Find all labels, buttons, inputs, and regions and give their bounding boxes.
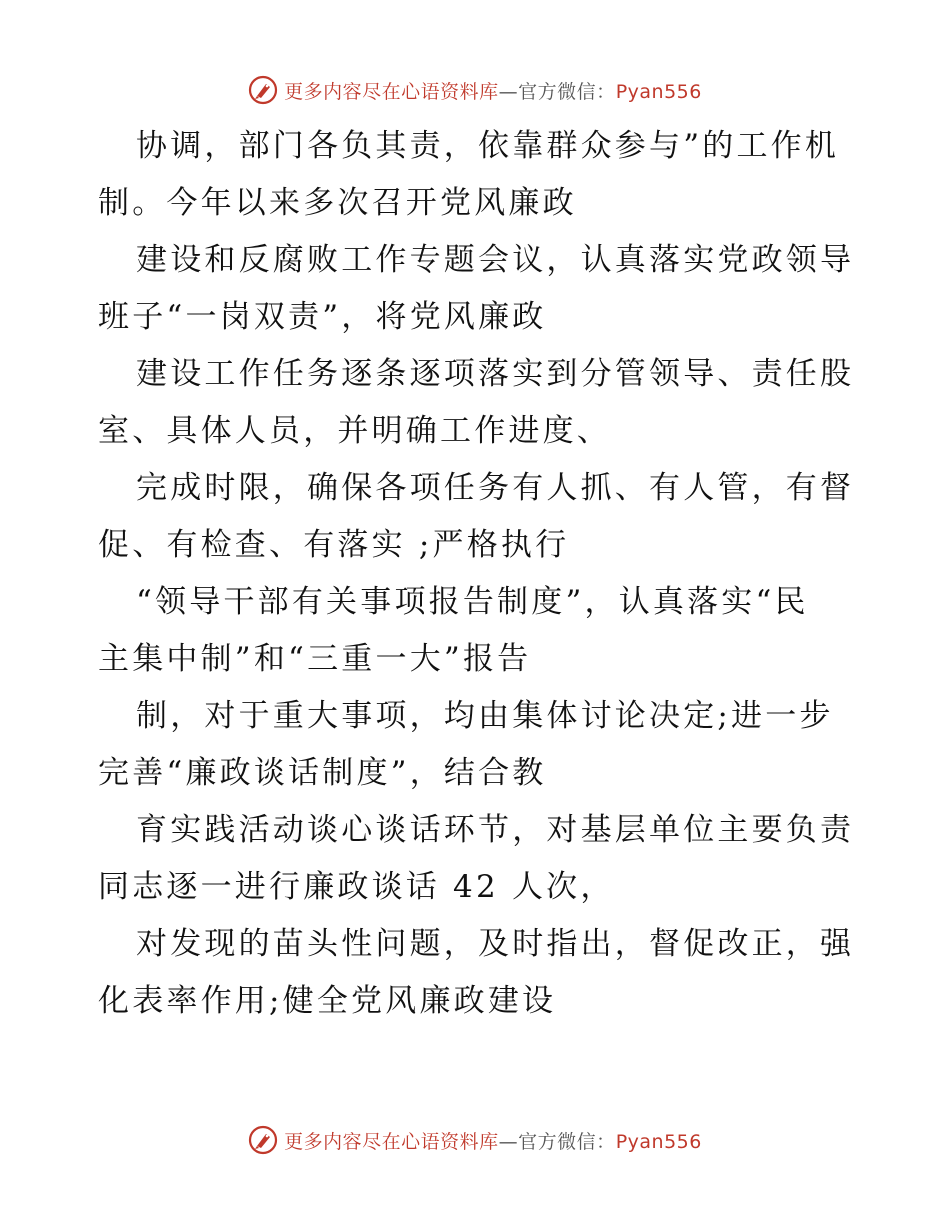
paragraph-line: 同志逐一进行廉政谈话 42 人次，	[98, 869, 615, 905]
paragraph-line: 主集中制”和“三重一大”报告	[98, 641, 532, 677]
watermark-separator: —	[498, 1130, 519, 1153]
watermark-wechat-label: 官方微信：	[518, 1130, 616, 1153]
header-watermark	[0, 72, 950, 108]
watermark-wechat-id: Pyan556	[615, 1130, 702, 1153]
paragraph-line: 协调，部门各负其责，依靠群众参与”的工作机	[136, 128, 840, 164]
paragraph-line: 促、有检查、有落实 ;严格执行	[98, 527, 570, 563]
paragraph	[98, 118, 858, 232]
paragraph-line: 制。今年以来多次召开党风廉政	[98, 185, 577, 221]
paragraph	[98, 574, 858, 688]
paragraph	[98, 688, 858, 802]
paragraph	[98, 916, 858, 1030]
paragraph	[98, 346, 858, 460]
paragraph-line: “领导干部有关事项报告制度”，认真落实“民	[136, 584, 809, 620]
paragraph-line: 建设工作任务逐条逐项落实到分管领导、责任股	[136, 356, 855, 392]
watermark-brand: 更多内容尽在心语资料库	[284, 80, 499, 103]
paragraph-line: 制，对于重大事项，均由集体讨论决定;进一步	[136, 698, 834, 734]
watermark-wechat-id: Pyan556	[615, 80, 702, 103]
paragraph-line: 班子“一岗双责”，将党风廉政	[98, 299, 547, 335]
paragraph-line: 育实践活动谈心谈话环节，对基层单位主要负责	[136, 812, 855, 848]
pen-nib-logo-icon	[248, 75, 278, 105]
paragraph-line: 完成时限，确保各项任务有人抓、有人管，有督	[136, 470, 855, 506]
footer-watermark	[0, 1122, 950, 1158]
paragraph	[98, 460, 858, 574]
watermark-separator: —	[498, 80, 519, 103]
paragraph-line: 建设和反腐败工作专题会议，认真落实党政领导	[136, 242, 855, 278]
paragraph-line: 化表率作用;健全党风廉政建设	[98, 983, 557, 1019]
document-body	[98, 118, 858, 1030]
paragraph-line: 对发现的苗头性问题，及时指出，督促改正，强	[136, 926, 855, 962]
paragraph	[98, 802, 858, 916]
paragraph-line: 室、具体人员，并明确工作进度、	[98, 413, 611, 449]
watermark-brand: 更多内容尽在心语资料库	[284, 1130, 499, 1153]
paragraph	[98, 232, 858, 346]
pen-nib-logo-icon	[248, 1125, 278, 1155]
paragraph-line: 完善“廉政谈话制度”，结合教	[98, 755, 547, 791]
watermark-wechat-label: 官方微信：	[518, 80, 616, 103]
